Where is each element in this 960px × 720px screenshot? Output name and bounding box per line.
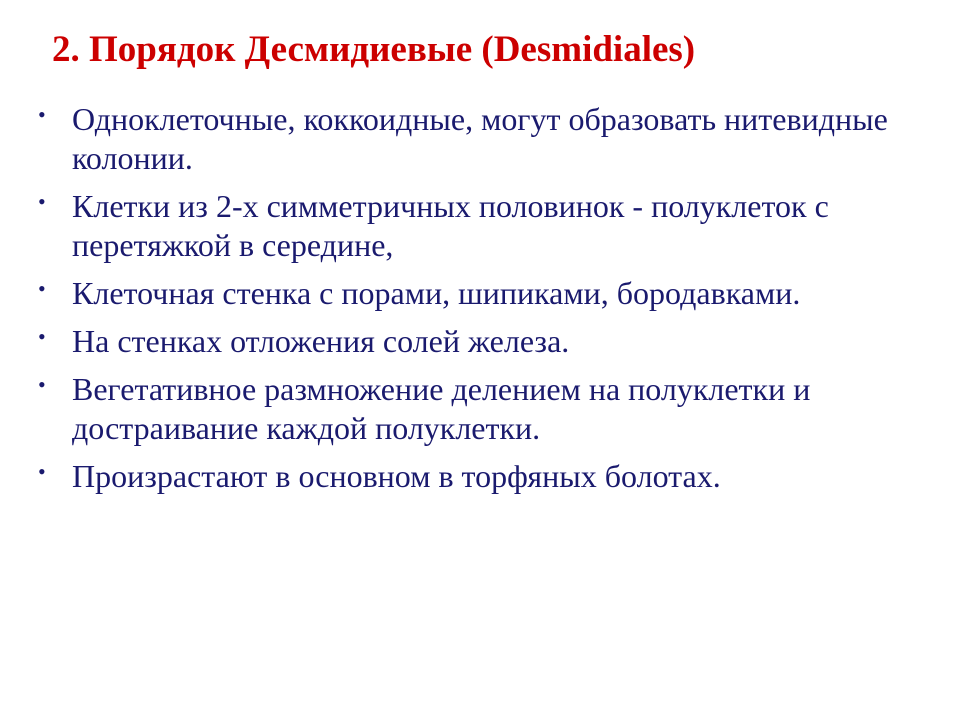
bullet-item (38, 457, 918, 496)
bullet-item (38, 187, 918, 265)
bullet-text: Клетки из 2-х симметричных половинок - полуклеток с перетяжкой в середине, (72, 188, 829, 263)
bullet-text: Произрастают в основном в торфяных болотах. (72, 458, 721, 494)
bullet-text: Клеточная стенка с порами, шипиками, бородавками. (72, 275, 801, 311)
bullet-icon: • (38, 459, 46, 484)
bullet-icon: • (38, 324, 46, 349)
bullet-item (38, 322, 918, 361)
bullet-item (38, 370, 918, 448)
bullet-item (38, 274, 918, 313)
bullet-icon: • (38, 102, 46, 127)
bullet-icon: • (38, 276, 46, 301)
bullet-list (38, 100, 918, 505)
bullet-icon: • (38, 372, 46, 397)
bullet-icon: • (38, 189, 46, 214)
bullet-text: Вегетативное размножение делением на полуклетки и достраивание каждой полуклетки. (72, 371, 811, 446)
bullet-text: Одноклеточные, коккоидные, могут образовать нитевидные колонии. (72, 101, 888, 176)
bullet-text: На стенках отложения солей железа. (72, 323, 570, 359)
slide-title: 2. Порядок Десмидиевые (Desmidiales) (52, 29, 696, 70)
bullet-item (38, 100, 918, 178)
